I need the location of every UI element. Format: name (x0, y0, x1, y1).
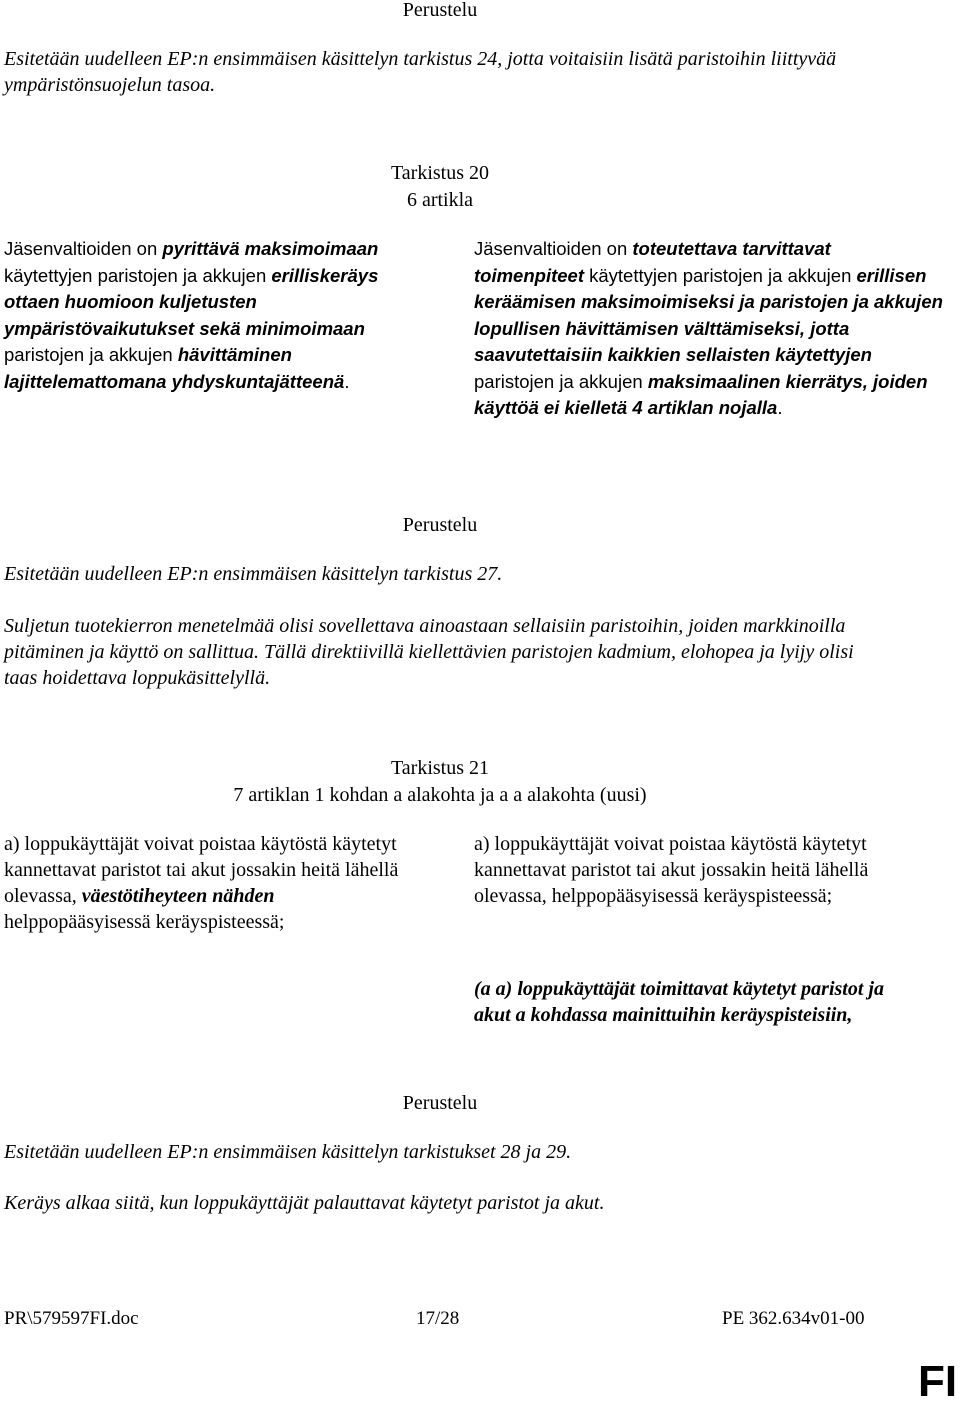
text-run: Jäsenvaltioiden on (4, 238, 163, 259)
commission-text-column (4, 236, 424, 395)
amendment-subtitle: 6 artikla (406, 189, 474, 211)
perustelu-heading: Perustelu (402, 1092, 478, 1114)
language-code: FI (918, 1357, 958, 1406)
justification-text: Keräys alkaa siitä, kun loppukäyttäjät palauttavat käytetyt paristot ja akut. (4, 1192, 605, 1214)
justification-text: Esitetään uudelleen EP:n ensimmäisen käsittelyn tarkistukset 28 ja 29. (4, 1141, 572, 1163)
text-run: helppopääsyisessä keräyspisteessä; (4, 911, 285, 933)
pe-reference: PE 362.634v01-00 (722, 1308, 865, 1329)
deleted-text: hävittäminen lajittelemattomana yhdyskuntajätteenä (4, 344, 345, 392)
amended-text-column (474, 236, 944, 422)
perustelu-heading: Perustelu (402, 0, 478, 21)
justification-text: Esitetään uudelleen EP:n ensimmäisen käsittelyn tarkistus 27. (4, 563, 503, 585)
added-text: erillisen keräämisen maksimoimiseksi ja paristojen ja akkujen lopullisen hävittämisen välttämiseksi, jotta saavutettaisiin kaikkien sellaisten käytettyjen (474, 264, 943, 365)
text-run: paristojen ja akkujen (474, 370, 648, 392)
added-text: (a a) loppukäyttäjät toimittavat käytetyt paristot ja akut a kohdassa mainittuihin keräyspisteisiin, (474, 978, 884, 1026)
text-run: . (344, 370, 350, 392)
text-run: käytettyjen paristojen ja akkujen (4, 264, 272, 286)
perustelu-heading: Perustelu (402, 514, 478, 536)
commission-text-column (4, 831, 424, 935)
deleted-text: pyrittävä maksimoimaan (162, 238, 379, 259)
page-number: 17/28 (416, 1308, 460, 1329)
added-text: maksimaalinen kierrätys, joiden käyttöä ei kielletä 4 artiklan nojalla (474, 370, 928, 418)
amendment-subtitle: 7 artiklan 1 kohdan a alakohta ja a a alakohta (uusi) (233, 784, 647, 806)
text-run: a) loppukäyttäjät voivat poistaa käytöstä käytetyt kannettavat paristot tai akut jossakin heitä lähellä olevassa, (4, 833, 399, 907)
justification-text: Suljetun tuotekierron menetelmää olisi sovellettava ainoastaan sellaisiin paristoihin, joiden markkinoilla pitäminen ja käyttö on sallittua. Tällä direktiivillä kiellettävien paristojen kadmium, elohopea ja lyijy olisi taas hoidettava loppukäsittelyllä. (4, 615, 854, 689)
deleted-text: väestötiheyteen nähden (81, 885, 275, 907)
added-text: toteutettava tarvittavat toimenpiteet (474, 238, 831, 286)
justification-text: Esitetään uudelleen EP:n ensimmäisen käsittelyn tarkistus 24, jotta voitaisiin lisätä paristoihin liittyvää ympäristönsuojelun tasoa. (4, 48, 837, 96)
text-run: käytettyjen paristojen ja akkujen (583, 264, 857, 286)
amendment-title: Tarkistus 20 (390, 162, 490, 184)
text-run: Jäsenvaltioiden on (474, 238, 633, 259)
text-run: . (777, 397, 783, 418)
document-reference: PR\579597FI.doc (4, 1308, 139, 1329)
amended-text-column: a) loppukäyttäjät voivat poistaa käytöstä käytetyt kannettavat paristot tai akut jossakin heitä lähellä olevassa, helppopääsyisessä keräyspisteessä; (474, 833, 869, 907)
amendment-title: Tarkistus 21 (390, 757, 490, 779)
text-run: paristojen ja akkujen (4, 344, 178, 365)
deleted-text: erilliskeräys ottaen huomioon kuljetusten ympäristövaikutukset sekä minimoimaan (4, 264, 379, 339)
